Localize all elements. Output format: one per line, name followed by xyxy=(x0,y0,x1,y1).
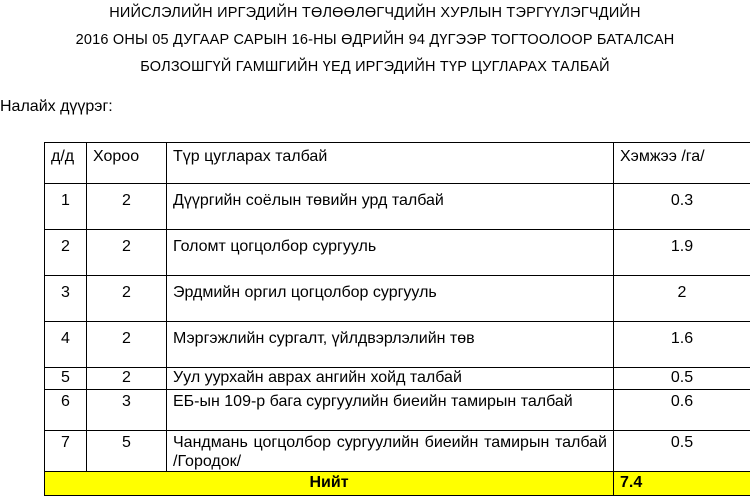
column-header-khoroo: Хороо xyxy=(87,143,167,184)
cell-place: Мэргэжлийн сургалт, үйлдвэрлэлийн төв xyxy=(167,322,614,368)
cell-number: 5 xyxy=(45,368,87,390)
table-row xyxy=(45,390,750,431)
cell-number: 3 xyxy=(45,276,87,322)
column-header-number: д/д xyxy=(45,143,87,184)
cell-size: 1.6 xyxy=(614,322,750,368)
total-label: Нийт xyxy=(45,472,614,496)
cell-khoroo: 2 xyxy=(87,368,167,390)
cell-khoroo: 2 xyxy=(87,230,167,276)
header-line-2: 2016 ОНЫ 05 ДУГААР САРЫН 16-НЫ ӨДРИЙН 94 ДҮГЭЭР ТОГТООЛООР БАТАЛСАН xyxy=(0,27,750,54)
cell-khoroo: 2 xyxy=(87,322,167,368)
cell-size: 1.9 xyxy=(614,230,750,276)
cell-place: Дүүргийн соёлын төвийн урд талбай xyxy=(167,184,614,230)
cell-khoroo: 2 xyxy=(87,184,167,230)
cell-size: 2 xyxy=(614,276,750,322)
cell-size: 0.6 xyxy=(614,390,750,431)
gathering-area-table xyxy=(44,142,750,496)
cell-place: Чандмань цогцолбор сургуулийн биеийн тамирын талбай /Городок/ xyxy=(167,431,614,472)
document-header xyxy=(0,0,750,81)
table-row xyxy=(45,276,750,322)
cell-place: Уул уурхайн аврах ангийн хойд талбай xyxy=(167,368,614,390)
header-line-1: НИЙСЛЭЛИЙН ИРГЭДИЙН ТӨЛӨӨЛӨГЧДИЙН ХУРЛЫН ТЭРГҮҮЛЭГЧДИЙН xyxy=(0,0,750,27)
cell-place: Эрдмийн оргил цогцолбор сургууль xyxy=(167,276,614,322)
table-row xyxy=(45,230,750,276)
district-label: Налайх дүүрэг: xyxy=(0,97,113,117)
cell-number: 1 xyxy=(45,184,87,230)
cell-place: ЕБ-ын 109-р бага сургуулийн биеийн тамирын талбай xyxy=(167,390,614,431)
table-row xyxy=(45,368,750,390)
cell-khoroo: 3 xyxy=(87,390,167,431)
cell-number: 2 xyxy=(45,230,87,276)
cell-size: 0.5 xyxy=(614,368,750,390)
column-header-size: Хэмжээ /га/ xyxy=(614,143,750,184)
table-row xyxy=(45,184,750,230)
cell-place: Голомт цогцолбор сургууль xyxy=(167,230,614,276)
cell-number: 4 xyxy=(45,322,87,368)
table-header-row xyxy=(45,143,750,184)
cell-number: 7 xyxy=(45,431,87,472)
cell-khoroo: 5 xyxy=(87,431,167,472)
total-value: 7.4 xyxy=(614,472,750,496)
cell-size: 0.3 xyxy=(614,184,750,230)
cell-number: 6 xyxy=(45,390,87,431)
cell-khoroo: 2 xyxy=(87,276,167,322)
cell-size: 0.5 xyxy=(614,431,750,472)
column-header-place: Түр цуглараx талбай xyxy=(167,143,614,184)
table-row xyxy=(45,431,750,472)
table-row xyxy=(45,322,750,368)
header-line-3: БОЛЗОШГҮЙ ГАМШГИЙН ҮЕД ИРГЭДИЙН ТҮР ЦУГЛАРАХ ТАЛБАЙ xyxy=(0,54,750,81)
